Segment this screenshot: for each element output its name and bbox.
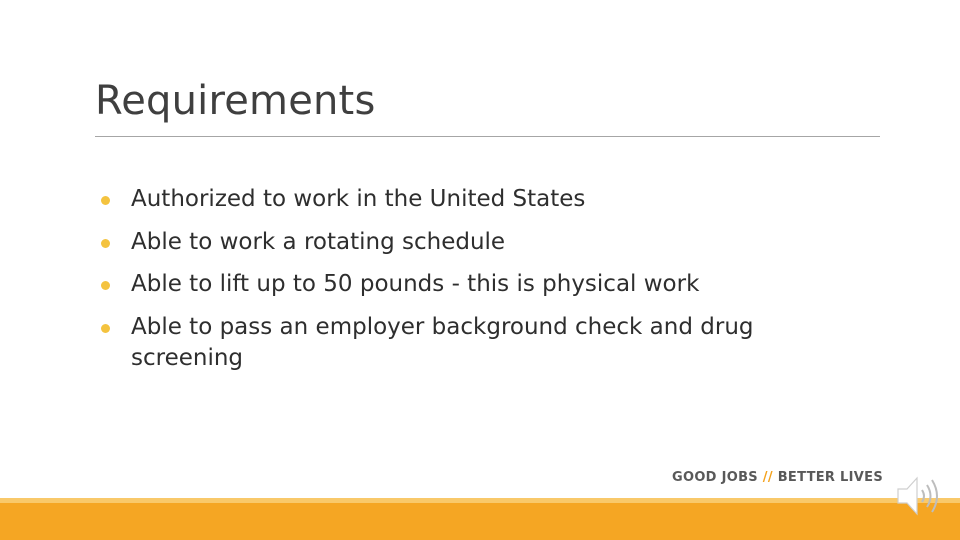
- list-item: [100, 269, 800, 300]
- brand-tagline: [672, 470, 883, 485]
- requirements-list: [100, 184, 800, 385]
- tagline-right: BETTER LIVES: [777, 470, 883, 485]
- list-item: [100, 312, 800, 374]
- tagline-separator: //: [762, 470, 773, 485]
- bullet-text: Able to lift up to 50 pounds - this is physical work: [131, 271, 700, 297]
- bullet-dot-icon: [101, 196, 110, 205]
- bullet-dot-icon: [101, 239, 110, 248]
- footer-accent-band: [0, 503, 960, 540]
- bullet-text: Able to pass an employer background check and drug screening: [131, 313, 754, 371]
- bullet-text: Able to work a rotating schedule: [131, 228, 506, 255]
- speaker-icon[interactable]: [894, 470, 944, 520]
- bullet-dot-icon: [101, 324, 110, 333]
- title-divider: [95, 136, 880, 137]
- list-item: [100, 227, 800, 258]
- slide-title: Requirements: [95, 78, 376, 124]
- bullet-dot-icon: [101, 281, 110, 290]
- bullet-text: Authorized to work in the United States: [131, 186, 586, 212]
- list-item: [100, 184, 800, 215]
- tagline-left: GOOD JOBS: [672, 470, 758, 485]
